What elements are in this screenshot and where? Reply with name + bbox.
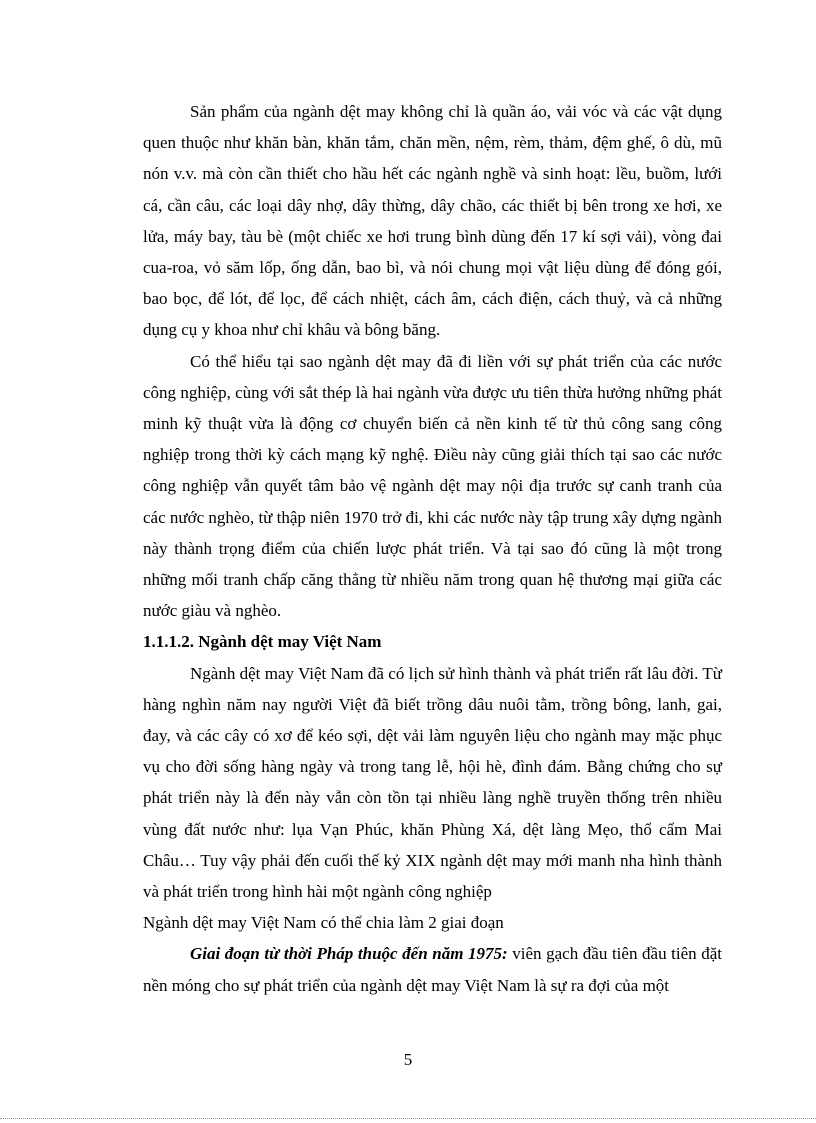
section-heading: 1.1.1.2. Ngành dệt may Việt Nam [143,632,382,652]
paragraph-industrial-development: Có thể hiểu tại sao ngành dệt may đã đi liền với sự phát triển của các nước công nghiệp, cùng với sắt thép là hai ngành vừa được ưu tiên thừa hưởng những phát minh kỹ thuật vừa là động cơ chuyển biến cả nền kinh tế từ thủ công sang công nghiệp trong thời kỳ cách mạng kỹ nghệ. Điều này cũng giải thích tại sao các nước công nghiệp vẫn quyết tâm bảo vệ ngành dệt may nội địa trước sự canh tranh của các nước nghèo, từ thập niên 1970 trở đi, khi các nước này tập trung xây dựng ngành này thành trọng điểm của chiến lược phát triển. Và tại sao đó cũng là một trong những mối tranh chấp căng thẳng từ nhiều năm trong quan hệ thương mại giữa các nước giàu và nghèo. [143,351,722,621]
page-bottom-divider [0,1118,816,1119]
paragraph-vietnam-history: Ngành dệt may Việt Nam đã có lịch sử hình thành và phát triển rất lâu đời. Từ hàng nghìn năm nay người Việt đã biết trồng dâu nuôi tằm, trồng bông, lanh, gai, đay, và các cây có xơ để kéo sợi, dệt vải làm nguyên liệu cho ngành may mặc phục vụ cho đời sống hàng ngày và trong tang lễ, hội hè, đình đám. Bằng chứng cho sự phát triển này là đến này vẫn còn tồn tại nhiều làng nghề truyền thống trên nhiều vùng đất nước như: lụa Vạn Phúc, khăn Phùng Xá, dệt làng Mẹo, thổ cẩm Mai Châu… Tuy vậy phải đến cuối thế kỷ XIX ngành dệt may mới manh nha hình thành và phát triển trong hình hài một ngành công nghiệp [143,663,722,902]
paragraph-two-periods: Ngành dệt may Việt Nam có thể chia làm 2 giai đoạn [143,913,504,933]
body-text [143,96,722,1001]
paragraph-textile-products: Sản phẩm của ngành dệt may không chỉ là quần áo, vải vóc và các vật dụng quen thuộc như khăn bàn, khăn tắm, chăn mền, nệm, rèm, thảm, đệm ghế, ô dù, mũ nón v.v. mà còn cần thiết cho hầu hết các ngành nghề và sinh hoạt: lều, buồm, lưới cá, cần câu, các loại dây nhợ, dây thừng, dây chão, các thiết bị bên trong xe hơi, xe lửa, máy bay, tàu bè (một chiếc xe hơi trung bình dùng đến 17 kí sợi vải), vòng đai cua-roa, vỏ săm lốp, ống dẫn, bao bì, và nói chung mọi vật liệu dùng để đóng gói, bao bọc, để lót, để lọc, để cách nhiệt, cách âm, cách điện, cách thuỷ, và cả những dụng cụ y khoa như chỉ khâu và bông băng. [143,102,722,340]
paragraph-colonial-period [143,938,722,1000]
page-number: 5 [403,1050,413,1069]
colonial-period-text: viên gạch đầu tiên đầu tiên đặt nền móng cho sự phát triển của ngành dệt may Việt Nam là sự ra đợi của một [143,944,723,995]
colonial-period-lead: Giai đoạn từ thời Pháp thuộc đến năm 1975: [190,944,508,964]
